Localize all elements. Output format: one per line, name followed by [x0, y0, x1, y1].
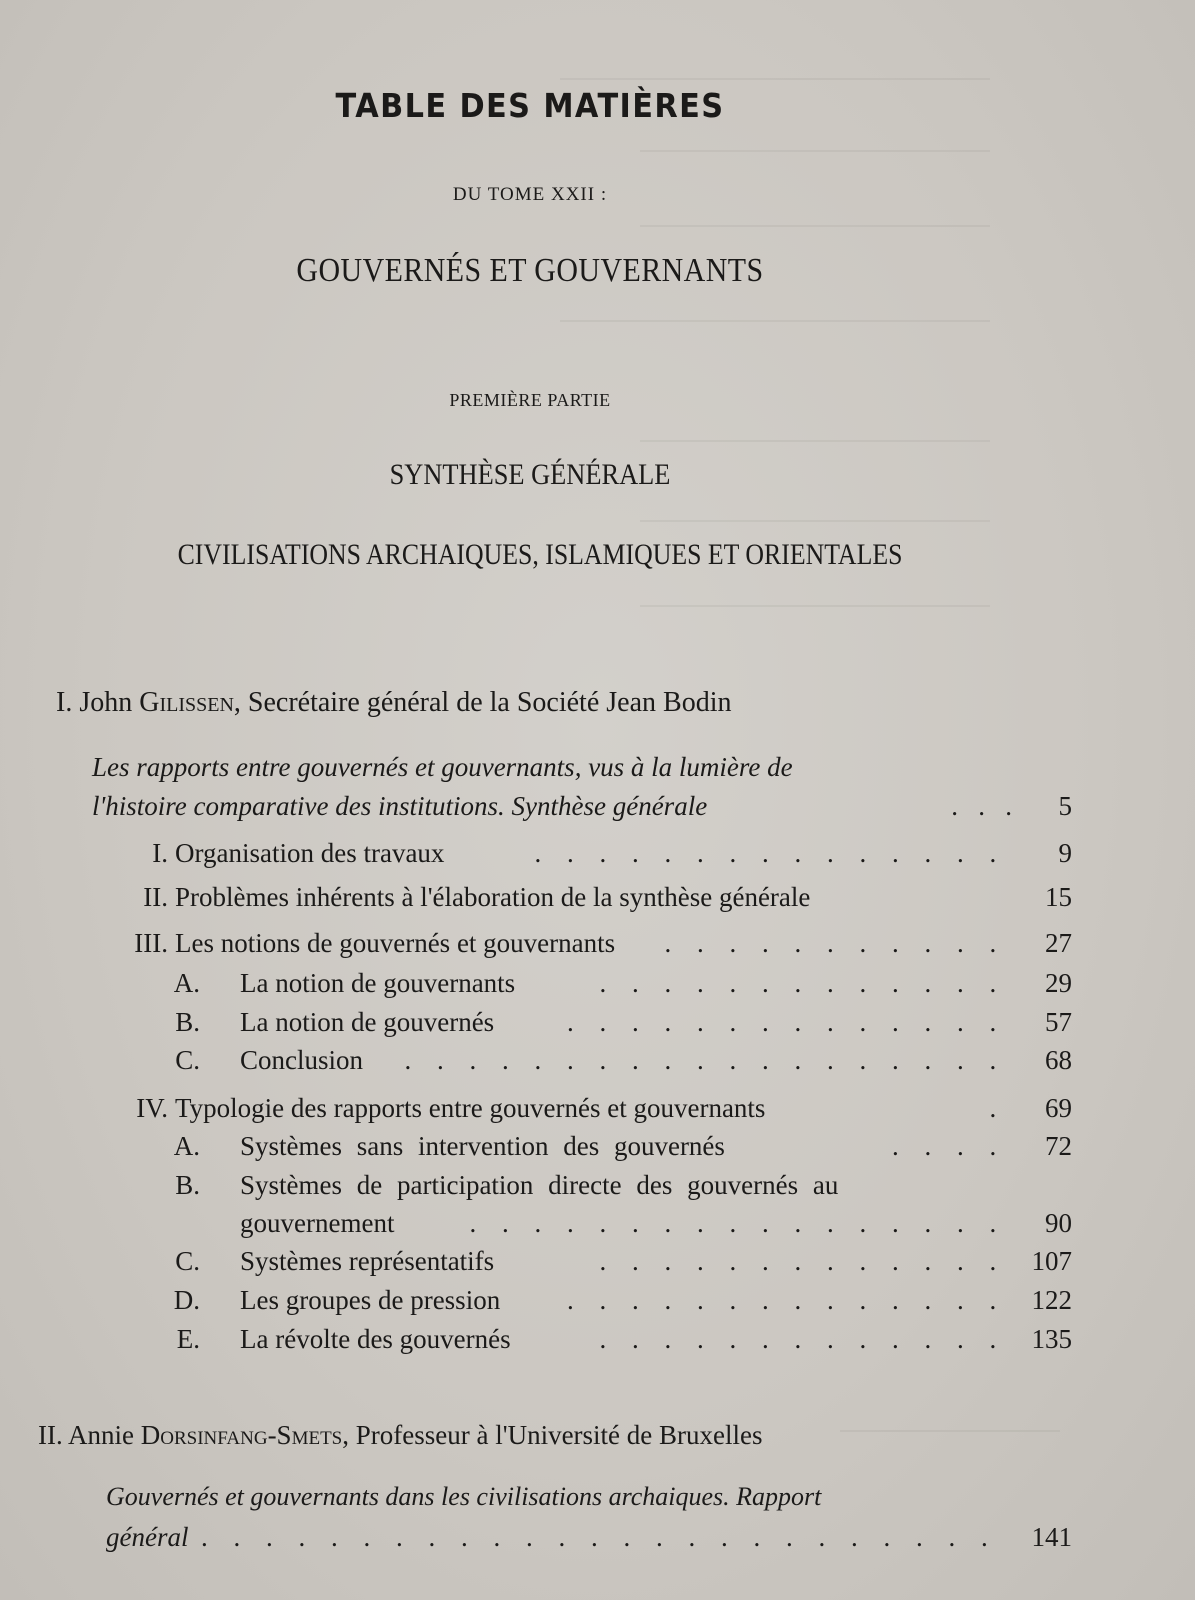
leader-dot: .	[827, 1285, 834, 1315]
leader-dot: .	[729, 1324, 737, 1354]
leader-dot: .	[989, 928, 997, 958]
leader-dot: .	[794, 928, 802, 958]
leader-dot: .	[697, 1007, 704, 1037]
leader-dot: .	[794, 838, 802, 868]
leader-dot: .	[428, 1522, 436, 1552]
leader-dot: .	[957, 1131, 964, 1161]
leader-dot: .	[632, 1285, 639, 1315]
contribution-heading	[56, 686, 731, 720]
leader-dot: .	[664, 1324, 672, 1354]
leader-dot: .	[892, 1131, 899, 1161]
book-title: GOUVERNÉS ET GOUVERNANTS	[296, 252, 764, 289]
author-affiliation: , Secrétaire général de la Société Jean Bodin	[233, 687, 732, 718]
bleed-through-line	[840, 1430, 1060, 1432]
leader-dot: .	[623, 1522, 631, 1552]
entry-numeral: B.	[175, 1007, 200, 1037]
leader-dot: .	[697, 838, 704, 868]
leader-dot: .	[989, 1208, 997, 1238]
leader-dot: .	[729, 1007, 737, 1037]
bleed-through-line	[640, 520, 990, 522]
report-title-text: Les rapports entre gouvernés et gouvernants, vus à la lumière de	[92, 752, 793, 782]
entry-label: Systèmes de participation directe des gouvernés au	[240, 1170, 839, 1200]
leader-dot: .	[892, 928, 899, 958]
leader-dot: .	[859, 1285, 867, 1315]
leader-dot: .	[762, 1246, 769, 1276]
leader-dot: .	[567, 1285, 574, 1315]
leader-dot: .	[916, 1522, 923, 1552]
leader-dot: .	[567, 838, 574, 868]
leader-dot: .	[632, 1045, 639, 1075]
leader-dot: .	[957, 968, 964, 998]
leader-dot: .	[957, 1208, 964, 1238]
leader-dot: .	[762, 1045, 769, 1075]
leader-dot: .	[697, 928, 704, 958]
leader-dot: .	[924, 1007, 932, 1037]
entry-numeral: IV.	[136, 1093, 168, 1123]
leader-dot: .	[924, 1324, 932, 1354]
leader-dot: .	[924, 928, 932, 958]
leader-dot: .	[957, 1007, 964, 1037]
leader-dot: .	[534, 838, 542, 868]
leader-dot: .	[859, 1246, 867, 1276]
leader-dot: .	[957, 1246, 964, 1276]
leader-dot: .	[599, 1324, 607, 1354]
page-number: 9	[1058, 838, 1072, 868]
page-number: 135	[1031, 1324, 1072, 1354]
toc-entry[interactable]	[0, 1043, 1195, 1077]
leader-dot: .	[697, 1324, 704, 1354]
leader-dot: .	[794, 1208, 802, 1238]
leader-dot: .	[697, 1246, 704, 1276]
leader-dot: .	[762, 1285, 769, 1315]
leader-dot: .	[957, 1285, 964, 1315]
page-number: 5	[1058, 791, 1072, 821]
report-title-line	[106, 1480, 821, 1514]
toc-entry-report[interactable]	[106, 1520, 1072, 1554]
page-number: 107	[1031, 1246, 1072, 1276]
leader-dot: .	[632, 1208, 639, 1238]
author-last-name: Gilissen	[139, 687, 234, 718]
leader-dot: .	[753, 1522, 761, 1552]
entry-label: Organisation des travaux	[175, 838, 445, 868]
leader-dot: .	[892, 1246, 899, 1276]
leader-dot: .	[989, 1093, 997, 1123]
page-number: 122	[1031, 1285, 1072, 1315]
report-title-text: général	[106, 1522, 189, 1552]
bleed-through-line	[640, 440, 990, 442]
leader-dot: .	[883, 1522, 891, 1552]
leader-dot: .	[729, 1045, 737, 1075]
leader-dots: . . .	[951, 791, 1012, 821]
entry-numeral: E.	[176, 1324, 200, 1354]
entry-numeral: C.	[175, 1246, 200, 1276]
report-title-text: l'histoire comparative des institutions. Synthèse générale	[92, 791, 708, 821]
leader-dot: .	[762, 838, 769, 868]
entry-label: Systèmes représentatifs	[240, 1246, 495, 1276]
leader-dot: .	[404, 1045, 412, 1075]
entry-label: Problèmes inhérents à l'élaboration de la synthèse générale	[175, 882, 811, 912]
toc-entry-continuation[interactable]	[0, 1206, 1195, 1240]
leader-dot: .	[526, 1522, 533, 1552]
entry-numeral: C.	[175, 1045, 200, 1075]
leader-dot: .	[502, 1208, 509, 1238]
leader-dot: .	[762, 1007, 769, 1037]
entry-label: La révolte des gouvernés	[240, 1324, 511, 1354]
leader-dot: .	[924, 1131, 932, 1161]
leader-dot: .	[827, 838, 834, 868]
entry-numeral: III.	[134, 928, 168, 958]
leader-dot: .	[721, 1522, 728, 1552]
leader-dot: .	[989, 1324, 997, 1354]
entry-label: Systèmes sans intervention des gouvernés	[240, 1131, 725, 1161]
author-first-name: John	[79, 687, 133, 718]
leader-dot: .	[859, 1007, 867, 1037]
leader-dot: .	[599, 1007, 607, 1037]
leader-dot: .	[762, 928, 769, 958]
page-number: 57	[1045, 1007, 1072, 1037]
leader-dot: .	[558, 1522, 566, 1552]
page-number: 29	[1045, 968, 1072, 998]
leader-dot: .	[729, 968, 737, 998]
author-last-name: Dorsinfang-Smets	[140, 1420, 343, 1450]
leader-dot: .	[437, 1045, 444, 1075]
contribution-numeral: I.	[56, 687, 73, 718]
leader-dot: .	[827, 928, 834, 958]
bleed-through-line	[560, 78, 990, 80]
leader-dot: .	[697, 1285, 704, 1315]
leader-dot: .	[729, 1246, 737, 1276]
leader-dot: .	[859, 1324, 867, 1354]
leader-dot: .	[493, 1522, 501, 1552]
leader-dot: .	[664, 1208, 672, 1238]
page-number: 72	[1045, 1131, 1072, 1161]
leader-dot: .	[469, 1045, 477, 1075]
page-number: 90	[1045, 1208, 1072, 1238]
contribution-numeral: II.	[38, 1420, 63, 1450]
leader-dot: .	[534, 1208, 542, 1238]
leader-dot: .	[762, 1208, 769, 1238]
leader-dot: .	[363, 1522, 371, 1552]
bleed-through-line	[640, 605, 990, 607]
leader-dot: .	[599, 1246, 607, 1276]
entry-numeral: D.	[173, 1285, 200, 1315]
leader-dot: .	[266, 1522, 273, 1552]
entry-numeral: A.	[173, 1131, 200, 1161]
leader-dot: .	[989, 1285, 997, 1315]
leader-dot: .	[892, 838, 899, 868]
leader-dot: .	[396, 1522, 403, 1552]
leader-dot: .	[827, 1324, 834, 1354]
page-number: 27	[1045, 928, 1072, 958]
toc-entry[interactable]	[0, 1168, 1195, 1202]
tome-label: DU TOME XXII :	[452, 184, 608, 205]
leader-dot: .	[924, 1208, 932, 1238]
leader-dot: .	[599, 838, 607, 868]
leader-dot: .	[924, 1285, 932, 1315]
leader-dot: .	[664, 928, 672, 958]
leader-dot: .	[729, 1285, 737, 1315]
leader-dot: .	[697, 1208, 704, 1238]
leader-dot: .	[859, 968, 867, 998]
bleed-through-line	[640, 225, 990, 227]
leader-dot: .	[957, 928, 964, 958]
leader-dot: .	[786, 1522, 793, 1552]
leader-dot: .	[989, 1131, 997, 1161]
leader-dot: .	[957, 1324, 964, 1354]
leader-dot: .	[827, 1045, 834, 1075]
leader-dot: .	[948, 1522, 956, 1552]
leader-dot: .	[632, 838, 639, 868]
leader-dot: .	[656, 1522, 663, 1552]
entry-label: Les groupes de pression	[240, 1285, 501, 1315]
entry-label: gouvernement	[240, 1208, 395, 1238]
toc-entry[interactable]	[0, 880, 1195, 914]
leader-dot: .	[632, 968, 639, 998]
leader-dot: .	[201, 1522, 208, 1552]
author-first-name: Annie	[68, 1420, 134, 1450]
leader-dot: .	[729, 928, 737, 958]
leader-dot: .	[859, 928, 867, 958]
leader-dot: .	[827, 1007, 834, 1037]
leader-dot: .	[599, 1285, 607, 1315]
leader-dot: .	[989, 1007, 997, 1037]
part-label: PREMIÈRE PARTIE	[449, 390, 611, 410]
leader-dot: .	[851, 1522, 858, 1552]
leader-dot: .	[892, 1045, 899, 1075]
leader-dot: .	[957, 1045, 964, 1075]
leader-dot: .	[664, 1285, 672, 1315]
section-title: CIVILISATIONS ARCHAIQUES, ISLAMIQUES ET ORIENTALES	[177, 538, 903, 571]
leader-dot: .	[892, 1007, 899, 1037]
leader-dot: .	[924, 968, 932, 998]
report-title-line	[92, 750, 793, 784]
leader-dot: .	[818, 1522, 826, 1552]
part-title: SYNTHÈSE GÉNÉRALE	[389, 458, 671, 491]
report-title-text: Gouvernés et gouvernants dans les civilisations archaiques. Rapport	[106, 1482, 822, 1511]
leader-dot: .	[331, 1522, 338, 1552]
leader-dot: .	[567, 1007, 574, 1037]
leader-dot: .	[859, 1208, 867, 1238]
leader-dot: .	[827, 1208, 834, 1238]
leader-dot: .	[664, 838, 672, 868]
entry-numeral: B.	[175, 1170, 200, 1200]
leader-dot: .	[859, 838, 867, 868]
leader-dot: .	[461, 1522, 468, 1552]
leader-dot: .	[794, 1285, 802, 1315]
leader-dot: .	[298, 1522, 306, 1552]
leader-dot: .	[981, 1522, 988, 1552]
leader-dot: .	[794, 1246, 802, 1276]
leader-dot: .	[924, 838, 932, 868]
entry-numeral: II.	[143, 882, 168, 912]
toc-entry[interactable]	[0, 1091, 1195, 1125]
leader-dot: .	[892, 1324, 899, 1354]
leader-dot: .	[794, 1045, 802, 1075]
toc-entry[interactable]	[0, 1129, 1195, 1163]
leader-dot: .	[591, 1522, 598, 1552]
leader-dot: .	[892, 1208, 899, 1238]
entry-label: La notion de gouvernants	[240, 968, 516, 998]
leader-dot: .	[989, 968, 997, 998]
leader-dot: .	[599, 1208, 607, 1238]
bleed-through-line	[640, 150, 990, 152]
leader-dot: .	[697, 1045, 704, 1075]
leader-dot: .	[469, 1208, 477, 1238]
leader-dot: .	[762, 968, 769, 998]
leader-dot: .	[924, 1246, 932, 1276]
entry-numeral: I.	[152, 838, 168, 868]
leader-dot: .	[664, 1007, 672, 1037]
leader-dot: .	[989, 1246, 997, 1276]
leader-dot: .	[567, 1045, 574, 1075]
leader-dot: .	[632, 1007, 639, 1037]
leader-dot: .	[632, 1324, 639, 1354]
page-number: 141	[1031, 1522, 1072, 1552]
page-number: 68	[1045, 1045, 1072, 1075]
leader-dot: .	[233, 1522, 241, 1552]
leader-dot: .	[989, 1045, 997, 1075]
entry-label: Typologie des rapports entre gouvernés et gouvernants	[175, 1093, 766, 1123]
leader-dot: .	[859, 1045, 867, 1075]
toc-entry[interactable]	[0, 926, 1195, 960]
author-affiliation: , Professeur à l'Université de Bruxelles	[342, 1420, 763, 1450]
entry-label: Les notions de gouvernés et gouvernants	[175, 928, 616, 958]
toc-entry[interactable]	[0, 836, 1195, 870]
bleed-through-line	[560, 320, 990, 322]
leader-dot: .	[567, 1208, 574, 1238]
leader-dot: .	[664, 968, 672, 998]
leader-dot: .	[729, 838, 737, 868]
leader-dot: .	[827, 1246, 834, 1276]
leader-dot: .	[924, 1045, 932, 1075]
page-title: TABLE DES MATIÈRES	[335, 86, 725, 125]
leader-dot: .	[599, 968, 607, 998]
leader-dot: .	[697, 968, 704, 998]
toc-entry-report[interactable]	[92, 789, 1072, 823]
leader-dot: .	[794, 968, 802, 998]
toc-entry[interactable]	[0, 1244, 1195, 1278]
entry-numeral: A.	[173, 968, 200, 998]
leader-dot: .	[989, 838, 997, 868]
contribution-heading	[38, 1418, 763, 1452]
leader-dot: .	[502, 1045, 509, 1075]
leader-dot: .	[664, 1246, 672, 1276]
page-number: 69	[1045, 1093, 1072, 1123]
toc-entry[interactable]	[0, 1322, 1195, 1356]
leader-dot: .	[762, 1324, 769, 1354]
leader-dot: .	[957, 838, 964, 868]
toc-entry[interactable]	[0, 1005, 1195, 1039]
leader-dot: .	[632, 1246, 639, 1276]
leader-dot: .	[794, 1007, 802, 1037]
leader-dot: .	[688, 1522, 696, 1552]
entry-label: La notion de gouvernés	[240, 1007, 495, 1037]
leader-dot: .	[892, 1285, 899, 1315]
leader-dot: .	[892, 968, 899, 998]
leader-dot: .	[534, 1045, 542, 1075]
leader-dot: .	[599, 1045, 607, 1075]
leader-dot: .	[729, 1208, 737, 1238]
toc-entry[interactable]	[0, 1283, 1195, 1317]
leader-dot: .	[794, 1324, 802, 1354]
entry-label: Conclusion	[240, 1045, 364, 1075]
leader-dot: .	[664, 1045, 672, 1075]
leader-dot: .	[827, 968, 834, 998]
page-number: 15	[1045, 882, 1072, 912]
toc-entry[interactable]	[0, 966, 1195, 1000]
